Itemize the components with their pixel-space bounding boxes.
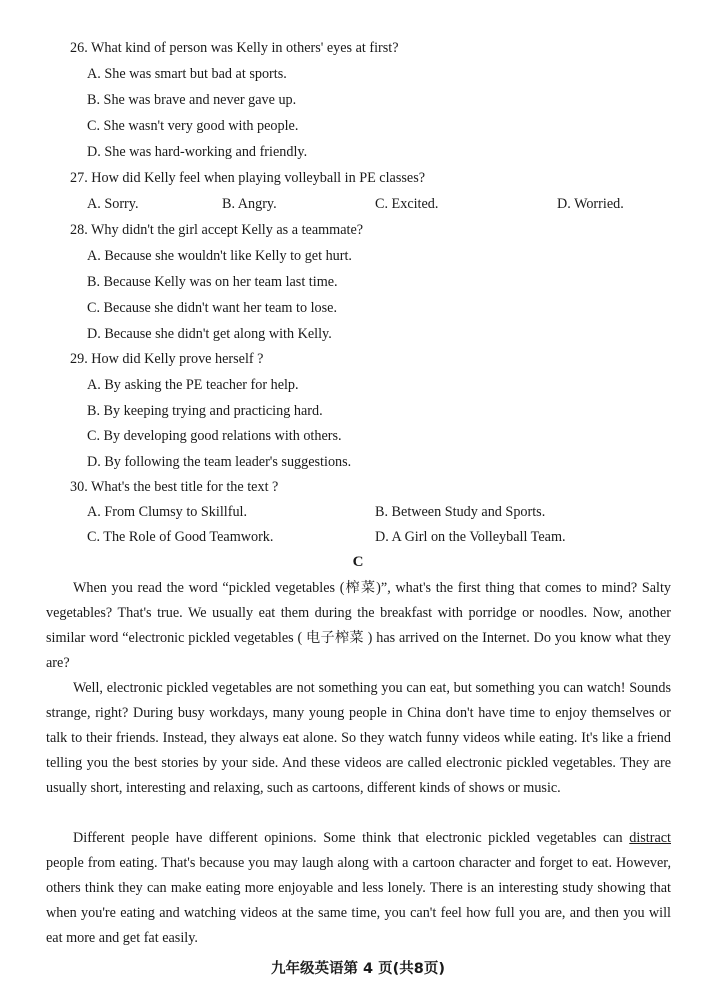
section-heading: C — [352, 554, 364, 570]
option-30b: B. Between Study and Sports. — [375, 504, 546, 520]
page-footer: 九年级英语第 4 页(共8页) — [270, 961, 446, 977]
options-row-30-1 — [87, 504, 687, 524]
question-26: 26. What kind of person was Kelly in others' eyes at first? — [70, 40, 399, 56]
option-27c: C. Excited. — [375, 196, 439, 212]
option-29c: C. By developing good relations with others. — [87, 428, 342, 444]
passage-paragraph-2: Well, electronic pickled vegetables are not something you can eat, but something you can watch! Sounds strange, right? During busy workdays, many young people in China don't have time to enjoy themselves or talk to their friends. Instead, they always eat alone. So they watch funny videos while eating. It's like a friend telling you the best stories by your side. And these videos are called electronic pickled vegetables. They are usually short, interesting and relaxing, such as cartoons, different kinds of shows or music. — [46, 680, 671, 796]
options-row-27 — [87, 196, 687, 216]
option-26a: A. She was smart but bad at sports. — [87, 66, 287, 82]
option-26b: B. She was brave and never gave up. — [87, 92, 297, 108]
option-28d: D. Because she didn't get along with Kelly. — [87, 326, 332, 342]
option-29a: A. By asking the PE teacher for help. — [87, 377, 299, 393]
passage-paragraph-1: When you read the word “pickled vegetables (榨菜)”, what's the first thing that comes to mind? Salty vegetables? That's true. We usually eat them during the breakfast with porridge or noodles. Now, another similar word “electronic pickled vegetables ( 电子榨菜 ) has arrived on the Internet. Do you know what they are? — [46, 580, 671, 671]
option-27d: D. Worried. — [557, 196, 624, 212]
question-27: 27. How did Kelly feel when playing volleyball in PE classes? — [70, 170, 426, 186]
option-27a: A. Sorry. — [87, 196, 139, 212]
option-26d: D. She was hard-working and friendly. — [87, 144, 308, 160]
option-30c: C. The Role of Good Teamwork. — [87, 529, 274, 545]
options-row-30-2 — [87, 529, 687, 549]
question-28: 28. Why didn't the girl accept Kelly as a teammate? — [70, 222, 364, 238]
option-28c: C. Because she didn't want her team to lose. — [87, 300, 337, 316]
option-26c: C. She wasn't very good with people. — [87, 118, 299, 134]
paragraph-3-text-b: people from eating. That's because you may laugh along with a cartoon character and forget to eat. However, others think they can make eating more enjoyable and less lonely. There is an interesting study showing that when you're eating and watching videos at the same time, you can't feel how full you are, and then you will eat more and get fat easily. — [46, 855, 671, 946]
paragraph-3-text-a: Different people have different opinions. Some think that electronic pickled vegetables can — [73, 830, 630, 846]
option-30d: D. A Girl on the Volleyball Team. — [375, 529, 566, 545]
question-30: 30. What's the best title for the text ? — [70, 479, 279, 495]
option-27b: B. Angry. — [222, 196, 277, 212]
option-28a: A. Because she wouldn't like Kelly to get hurt. — [87, 248, 352, 264]
underlined-word: distract — [629, 830, 671, 846]
option-29b: B. By keeping trying and practicing hard. — [87, 403, 323, 419]
passage-paragraph-3 — [46, 826, 671, 951]
option-30a: A. From Clumsy to Skillful. — [87, 504, 248, 520]
question-29: 29. How did Kelly prove herself ? — [70, 351, 264, 367]
option-28b: B. Because Kelly was on her team last time. — [87, 274, 338, 290]
option-29d: D. By following the team leader's suggestions. — [87, 454, 352, 470]
